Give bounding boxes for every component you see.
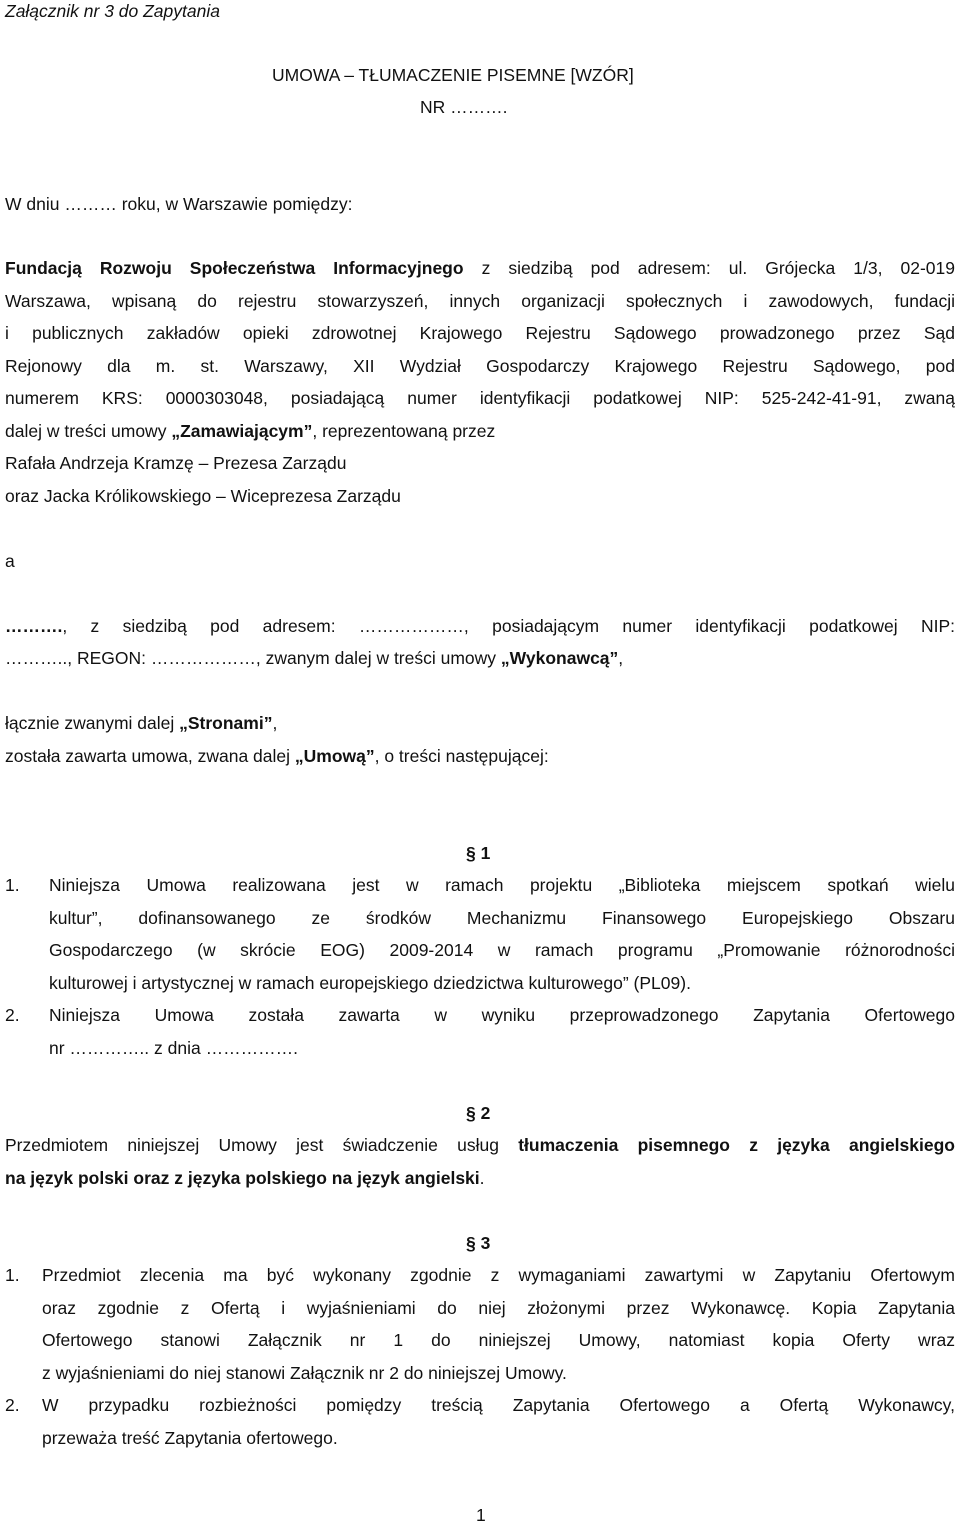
section-1-item-1-line-1: Niniejsza Umowa realizowana jest w ramach projektu „Biblioteka miejscem spotkań wielu: [49, 875, 955, 895]
party1-line-6: dalej w treści umowy „Zamawiającym”, reprezentowaną przez: [5, 421, 496, 441]
section-1-item-1-line-3: Gospodarczego (w skrócie EOG) 2009-2014 w ramach programu „Promowanie różnorodności: [49, 940, 955, 960]
section-3-heading: § 3: [466, 1233, 491, 1253]
page-number: 1: [476, 1505, 486, 1525]
section-3-item-1-line-1: Przedmiot zlecenia ma być wykonany zgodnie z wymaganiami zawartymi w Zapytaniu Ofertowym: [42, 1265, 955, 1285]
party1-line-1: Fundacją Rozwoju Społeczeństwa Informacyjnego z siedzibą pod adresem: ul. Grójecka 1/3, 02-019: [5, 258, 955, 278]
conjunction: a: [5, 551, 15, 571]
agreement-term: „Umową”: [294, 746, 375, 766]
contractor-term: „Wykonawcą”: [500, 648, 619, 668]
party1-line-2: Warszawa, wpisaną do rejestru stowarzyszeń, innych organizacji społecznych i zawodowych, fundacji: [5, 291, 955, 311]
document-title: UMOWA – TŁUMACZENIE PISEMNE [WZÓR]: [272, 65, 634, 85]
party1-line-5: numerem KRS: 0000303048, posiadającą numer identyfikacji podatkowej NIP: 525-242-41-91, zwaną: [5, 388, 955, 408]
section-1-item-2-number: 2.: [5, 1005, 20, 1025]
attachment-label: Załącznik nr 3 do Zapytania: [5, 1, 220, 21]
section-2-line-1: Przedmiotem niniejszej Umowy jest świadczenie usług tłumaczenia pisemnego z języka angielskiego: [5, 1135, 955, 1155]
section-1-item-2-line-2: nr ………….. z dnia …………….: [49, 1038, 298, 1058]
parties-term: „Stronami”: [179, 713, 273, 733]
party2-line-1: ………., z siedzibą pod adresem: ………………, posiadającym numer identyfikacji podatkowej NIP:: [5, 616, 955, 636]
section-1-item-2-line-1: Niniejsza Umowa została zawarta w wyniku przeprowadzonego Zapytania Ofertowego: [49, 1005, 955, 1025]
section-1-heading: § 1: [466, 843, 491, 863]
party1-representative-1: Rafała Andrzeja Kramzę – Prezesa Zarządu: [5, 453, 347, 473]
ordering-party-term: „Zamawiającym”: [171, 421, 313, 441]
party1-representative-2: oraz Jacka Królikowskiego – Wiceprezesa Zarządu: [5, 486, 401, 506]
section-3-item-1-number: 1.: [5, 1265, 20, 1285]
section-3-item-2-line-1: W przypadku rozbieżności pomiędzy treścią Zapytania Ofertowego a Ofertą Wykonawcy,: [42, 1395, 955, 1415]
section-2-heading: § 2: [466, 1103, 491, 1123]
party1-line-3: i publicznych zakładów opieki zdrowotnej Krajowego Rejestru Sądowego prowadzonego przez Sąd: [5, 323, 955, 343]
document-number: NR ……….: [420, 97, 508, 117]
parties-line: łącznie zwanymi dalej „Stronami”,: [5, 713, 278, 733]
party1-line-4: Rejonowy dla m. st. Warszawy, XII Wydział Gospodarczy Krajowego Rejestru Sądowego, pod: [5, 356, 955, 376]
section-2-line-2: na język polski oraz z języka polskiego na język angielski.: [5, 1168, 485, 1188]
party2-line-2: ……….., REGON: ………………, zwanym dalej w treści umowy „Wykonawcą”,: [5, 648, 624, 668]
section-1-item-1-number: 1.: [5, 875, 20, 895]
party1-name: Fundacją Rozwoju Społeczeństwa Informacyjnego: [5, 258, 464, 278]
section-1-item-1-line-4: kulturowej i artystycznej w ramach europejskiego dziedzictwa kulturowego” (PL09).: [49, 973, 691, 993]
section-3-item-2-number: 2.: [5, 1395, 20, 1415]
concluded-line: została zawarta umowa, zwana dalej „Umową”, o treści następującej:: [5, 746, 549, 766]
section-3-item-1-line-4: z wyjaśnieniami do niej stanowi Załącznik nr 2 do niniejszej Umowy.: [42, 1363, 567, 1383]
section-3-item-2-line-2: przeważa treść Zapytania ofertowego.: [42, 1428, 338, 1448]
section-3-item-1-line-3: Ofertowego stanowi Załącznik nr 1 do niniejszej Umowy, natomiast kopia Oferty wraz: [42, 1330, 955, 1350]
section-3-item-1-line-2: oraz zgodnie z Ofertą i wyjaśnieniami do niej złożonymi przez Wykonawcę. Kopia Zapytania: [42, 1298, 955, 1318]
section-1-item-1-line-2: kultur”, dofinansowanego ze środków Mechanizmu Finansowego Europejskiego Obszaru: [49, 908, 955, 928]
intro-line: W dniu ……… roku, w Warszawie pomiędzy:: [5, 194, 353, 214]
